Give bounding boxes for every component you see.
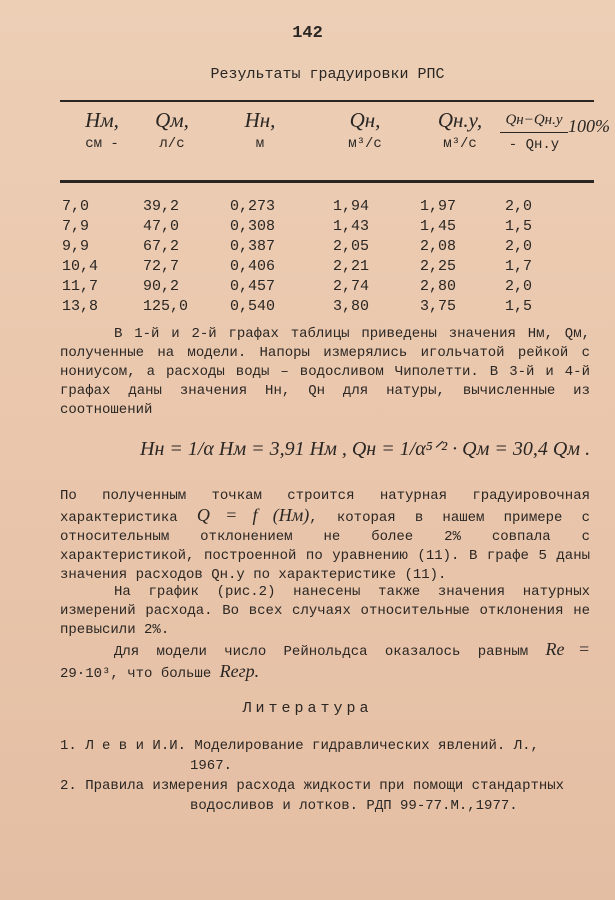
table-cell: 1,7	[505, 258, 533, 275]
table-cell: 7,9	[62, 218, 90, 235]
table-cell: 2,08	[420, 238, 457, 255]
table-header-rule	[60, 180, 594, 183]
table-cell: 67,2	[143, 238, 180, 255]
table-cell: 72,7	[143, 258, 180, 275]
table-cell: 9,9	[62, 238, 90, 255]
header-col-5: Qн.у, м³/с	[437, 108, 483, 152]
handwritten-re: Re =	[545, 639, 590, 659]
table-cell: 0,457	[230, 278, 276, 295]
table-cell: 39,2	[143, 198, 180, 215]
table-cell: 2,74	[333, 278, 370, 295]
table-cell: 0,387	[230, 238, 276, 255]
table-cell: 47,0	[143, 218, 180, 235]
table-cell: 2,05	[333, 238, 370, 255]
reference-1: 1. Л е в и И.И. Моделирование гидравлических явлений. Л., 1967.	[60, 738, 539, 774]
table-cell: 2,0	[505, 238, 533, 255]
table-cell: 7,0	[62, 198, 90, 215]
table-cell: 2,25	[420, 258, 457, 275]
reference-2: 2. Правила измерения расхода жидкости при помощи стандартных водосливов и лотков. РДП 99-77.М.,1977.	[60, 778, 565, 814]
header-col-6: Qн−Qн.у - Qн.у 100%	[500, 108, 568, 153]
table-cell: 2,0	[505, 198, 533, 215]
percent-suffix: 100%	[568, 116, 610, 136]
table-cell: 1,94	[333, 198, 370, 215]
table-cell: 1,45	[420, 218, 457, 235]
table-top-rule	[60, 100, 594, 102]
table-cell: 13,8	[62, 298, 99, 315]
table-cell: 2,80	[420, 278, 457, 295]
table-cell: 3,80	[333, 298, 370, 315]
table-cell: 0,308	[230, 218, 276, 235]
table-cell: 10,4	[62, 258, 99, 275]
table-cell: 90,2	[143, 278, 180, 295]
table-cell: 1,5	[505, 298, 533, 315]
table-cell: 11,7	[62, 278, 99, 295]
header-col-3: Нн, м	[244, 108, 276, 152]
paragraph-1: В 1-й и 2-й графах таблицы приведены значения Нм, Qм, полученные на модели. Напоры измерялись игольчатой рейкой с нониусом, а расходы воды – водосливом Чиполетти. В 3-й и 4-й графах даны значения Нн, Qн для натуры, вычисленные из соотношений	[60, 326, 590, 418]
header-col-2: Qм, л/с	[155, 108, 189, 152]
table-cell: 2,21	[333, 258, 370, 275]
handwritten-re-gr: Reгр.	[219, 661, 260, 681]
table-cell: 1,5	[505, 218, 533, 235]
table-cell: 1,43	[333, 218, 370, 235]
table-cell: 2,0	[505, 278, 533, 295]
header-col-1: Нм, см -	[85, 108, 119, 152]
table-cell: 0,273	[230, 198, 276, 215]
table-cell: 3,75	[420, 298, 457, 315]
handwritten-formula: Q = f (Нм)	[196, 505, 310, 525]
paragraph-4: Для модели число Рейнольдса оказалось равным Re = 29·10³, что больше Reгр.	[60, 639, 590, 682]
table-cell: 0,406	[230, 258, 276, 275]
literature-heading: Литература	[242, 700, 373, 717]
paragraph-3: На график (рис.2) нанесены также значения натурных измерений расхода. Во всех случаях относительные отклонения не превысили 2%.	[60, 584, 590, 638]
table-cell: 1,97	[420, 198, 457, 215]
paragraph-2: По полученным точкам строится натурная градуировочная характеристика Q = f (Нм), которая в нашем примере с относительным отклонением не более 2% совпала с характеристикой, построенной по уравнению (11). В графе 5 даны значения расходов Qн.у по характеристике (11).	[60, 488, 591, 583]
formula: Нн = 1/α Нм = 3,91 Нм , Qн = 1/α⁵ᐟ² · Qм = 30,4 Qм .	[140, 438, 591, 460]
table-title: Результаты градуировки РПС	[210, 66, 445, 83]
header-col-4: Qн, м³/с	[348, 108, 382, 152]
page-number: 142	[292, 24, 323, 43]
table-cell: 0,540	[230, 298, 276, 315]
table-cell: 125,0	[143, 298, 189, 315]
